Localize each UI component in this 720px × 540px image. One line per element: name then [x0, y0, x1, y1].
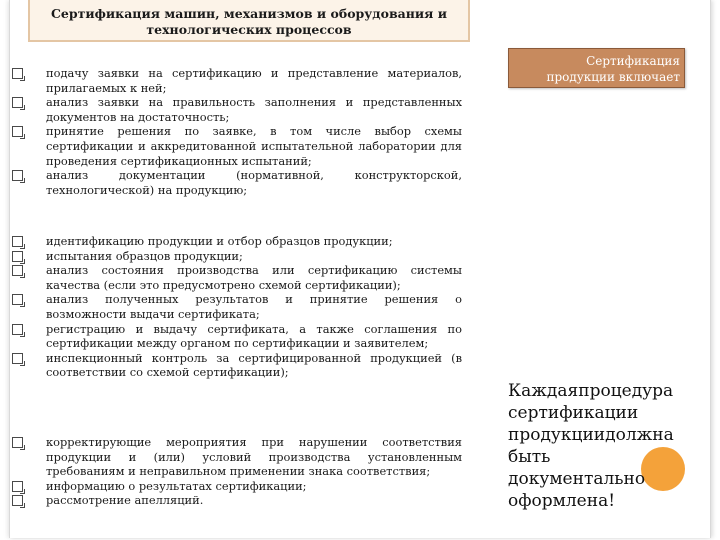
side-box-line-1: Сертификация: [586, 54, 680, 68]
list-item: идентификацию продукции и отбор образцов продукции;: [12, 234, 462, 249]
list-item: анализ полученных результатов и принятие решения о возможности выдачи сертификата;: [12, 292, 462, 321]
checkbox-bullet-icon: [12, 437, 23, 448]
checkbox-bullet-icon: [12, 68, 23, 79]
side-header-box: [508, 48, 685, 88]
list-item: информацию о результатах сертификации;: [12, 479, 462, 494]
list-item: корректирующие мероприятия при нарушении соответствия продукции и (или) условий производства установленным требованиям и неправильном применении знака соответствия;: [12, 435, 462, 479]
list-item: подачу заявки на сертификацию и представление материалов, прилагаемых к ней;: [12, 66, 462, 95]
side-note: Каждаяпроцедура сертификации продукциидолжна быть документально оформлена!: [508, 381, 674, 511]
checkbox-bullet-icon: [12, 97, 23, 108]
list-item: испытания образцов продукции;: [12, 249, 462, 264]
checkbox-bullet-icon: [12, 126, 23, 137]
list-item: анализ документации (нормативной, конструкторской, технологической) на продукцию;: [12, 168, 462, 197]
list-group-1: [12, 66, 462, 197]
checkbox-bullet-icon: [12, 324, 23, 335]
checkbox-bullet-icon: [12, 236, 23, 247]
list-item: рассмотрение апелляций.: [12, 493, 462, 508]
title-line-1: Сертификация машин, механизмов и оборудования и: [50, 6, 448, 21]
list-item: регистрацию и выдачу сертификата, а также соглашения по сертификации между органом по сертификации и заявителем;: [12, 322, 462, 351]
list-group-3: [12, 435, 462, 508]
checkbox-bullet-icon: [12, 353, 23, 364]
list-item: инспекционный контроль за сертифицированной продукцией (в соответствии со схемой сертификации);: [12, 351, 462, 380]
slide-title: [28, 0, 470, 42]
checkbox-bullet-icon: [12, 170, 23, 181]
checkbox-bullet-icon: [12, 251, 23, 262]
list-group-2: [12, 234, 462, 380]
title-line-2: технологических процессов: [146, 22, 352, 37]
list-item: анализ состояния производства или сертификацию системы качества (если это предусмотрено схемой сертификации);: [12, 263, 462, 292]
checkbox-bullet-icon: [12, 294, 23, 305]
side-box-line-2: продукции включает: [546, 70, 680, 84]
list-item: принятие решения по заявке, в том числе выбор схемы сертификации и аккредитованной испытательной лаборатории для проведения сертификационных испытаний;: [12, 124, 462, 168]
checkbox-bullet-icon: [12, 495, 23, 506]
list-item: анализ заявки на правильность заполнения и представленных документов на достаточность;: [12, 95, 462, 124]
checkbox-bullet-icon: [12, 481, 23, 492]
checkbox-bullet-icon: [12, 265, 23, 276]
